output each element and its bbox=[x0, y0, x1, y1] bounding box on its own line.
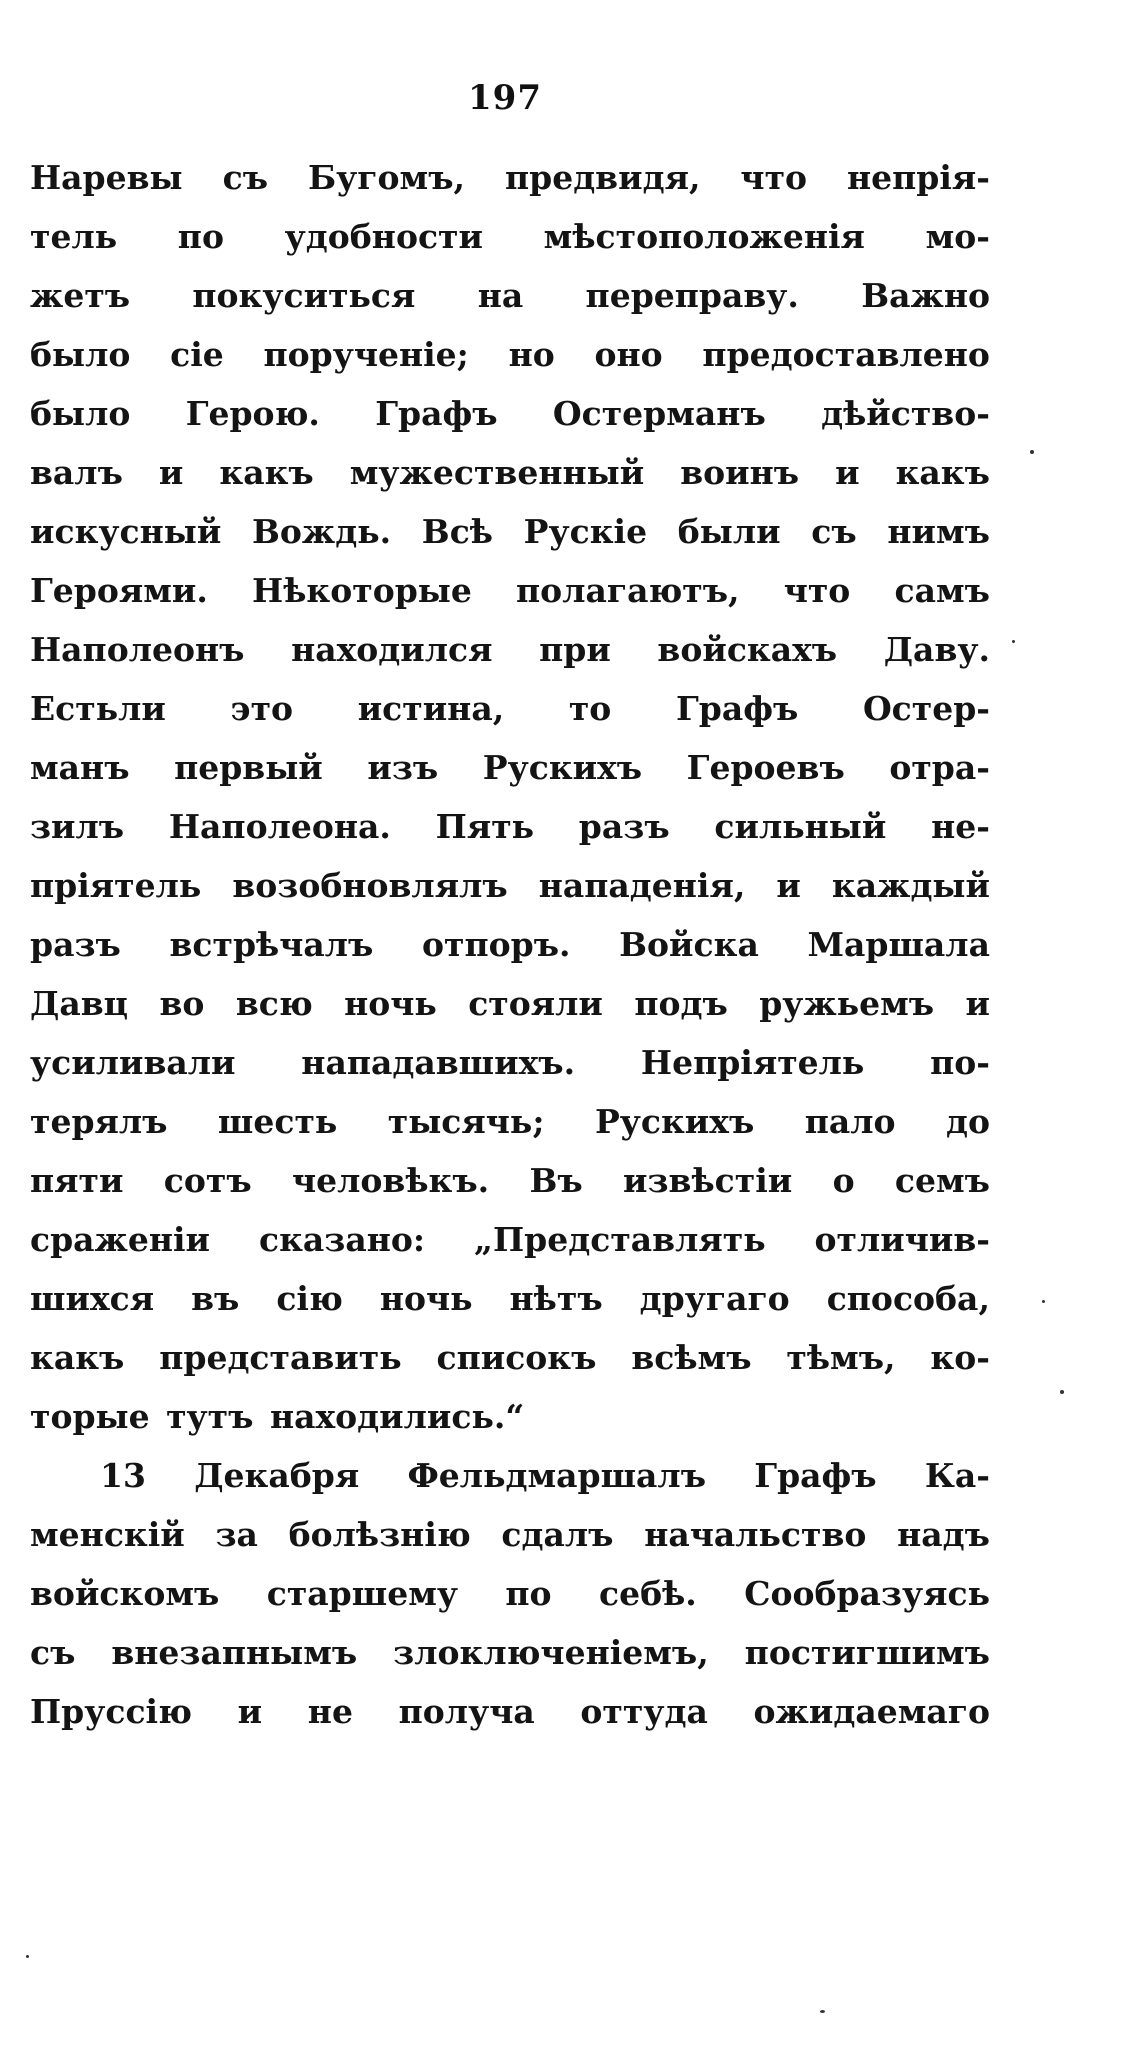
word: всю bbox=[235, 984, 313, 1023]
text-line bbox=[30, 797, 990, 856]
word: стояли bbox=[468, 984, 603, 1023]
word: сію bbox=[276, 1279, 343, 1318]
word: нѣтъ bbox=[509, 1279, 603, 1318]
word: сіе bbox=[170, 335, 224, 374]
word: Вождь. bbox=[252, 512, 392, 551]
word: это bbox=[230, 689, 294, 728]
word: себѣ. bbox=[598, 1574, 697, 1613]
word: Рускихъ bbox=[482, 748, 643, 787]
text-line bbox=[30, 1210, 990, 1269]
word: нападавшихъ. bbox=[301, 1043, 576, 1082]
text-line bbox=[30, 443, 990, 502]
word: тысячь; bbox=[387, 1102, 545, 1141]
word: усиливали bbox=[30, 1043, 236, 1082]
word: находился bbox=[291, 630, 493, 669]
word: предвидя, bbox=[504, 158, 701, 197]
word: сказано: bbox=[258, 1220, 426, 1259]
word: Пруссію bbox=[30, 1692, 192, 1731]
word: Наревы bbox=[30, 158, 183, 197]
word: разъ bbox=[578, 807, 670, 846]
word: нападенія, bbox=[538, 866, 746, 905]
word: оно bbox=[594, 335, 663, 374]
word: всѣмъ bbox=[631, 1338, 752, 1377]
word: предоставлено bbox=[702, 335, 990, 374]
word: мужественный bbox=[349, 453, 645, 492]
scan-speck bbox=[1060, 1390, 1064, 1394]
word: „Представлять bbox=[474, 1220, 766, 1259]
word: и bbox=[237, 1692, 263, 1731]
word: съ bbox=[30, 1633, 76, 1672]
word: тутъ bbox=[166, 1397, 254, 1436]
word: Пять bbox=[435, 807, 535, 846]
word: во bbox=[159, 984, 205, 1023]
word: Непріятель bbox=[640, 1043, 865, 1082]
word: пріятель bbox=[30, 866, 202, 905]
word: первый bbox=[174, 748, 323, 787]
word: шесть bbox=[217, 1102, 338, 1141]
word: сотъ bbox=[163, 1161, 252, 1200]
word: торые bbox=[30, 1397, 150, 1436]
text-line bbox=[30, 915, 990, 974]
word: отличив- bbox=[814, 1220, 990, 1259]
word: манъ bbox=[30, 748, 130, 787]
word: не- bbox=[931, 807, 990, 846]
text-line bbox=[30, 974, 990, 1033]
word: и bbox=[835, 453, 860, 492]
page-number: 197 bbox=[468, 78, 542, 118]
word: не bbox=[307, 1692, 353, 1731]
word: Сообразуясь bbox=[744, 1574, 990, 1613]
word: какъ bbox=[30, 1338, 125, 1377]
word: покуситься bbox=[192, 276, 416, 315]
word: мѣстоположенія bbox=[543, 217, 865, 256]
word: по bbox=[177, 217, 224, 256]
word: были bbox=[677, 512, 781, 551]
word: подъ bbox=[634, 984, 728, 1023]
word: болѣзнію bbox=[288, 1515, 471, 1554]
scan-speck bbox=[820, 2010, 825, 2013]
word: мо- bbox=[925, 217, 990, 256]
word: Графъ bbox=[754, 1456, 877, 1495]
word: Наполеона. bbox=[168, 807, 391, 846]
word: на bbox=[477, 276, 524, 315]
word: встрѣчалъ bbox=[169, 925, 374, 964]
word: дѣйство- bbox=[821, 394, 990, 433]
word: Остерманъ bbox=[552, 394, 766, 433]
scan-speck bbox=[26, 1955, 29, 1958]
word: Героевъ bbox=[686, 748, 845, 787]
word: тель bbox=[30, 217, 118, 256]
word: терялъ bbox=[30, 1102, 168, 1141]
word: представить bbox=[159, 1338, 402, 1377]
word: старшему bbox=[266, 1574, 458, 1613]
word: зилъ bbox=[30, 807, 125, 846]
word: Декабря bbox=[194, 1456, 360, 1495]
word: внезапнымъ bbox=[111, 1633, 358, 1672]
word: злоключеніемъ, bbox=[393, 1633, 709, 1672]
text-line bbox=[30, 1446, 990, 1505]
text-line bbox=[30, 856, 990, 915]
word: постигшимъ bbox=[744, 1633, 990, 1672]
text-line bbox=[30, 1151, 990, 1210]
text-line bbox=[30, 561, 990, 620]
text-line bbox=[30, 1623, 990, 1682]
word: оттуда bbox=[580, 1692, 708, 1731]
word: Войска bbox=[619, 925, 759, 964]
text-line bbox=[30, 1269, 990, 1328]
word: находились.“ bbox=[269, 1397, 525, 1436]
word: ко- bbox=[930, 1338, 990, 1377]
word: Рускіе bbox=[523, 512, 648, 551]
word: но bbox=[508, 335, 555, 374]
word: изъ bbox=[367, 748, 439, 787]
word: возобновлялъ bbox=[232, 866, 508, 905]
scan-speck bbox=[1042, 1300, 1045, 1303]
word: Графъ bbox=[675, 689, 799, 728]
word: за bbox=[215, 1515, 258, 1554]
word: какъ bbox=[895, 453, 990, 492]
text-line bbox=[30, 1033, 990, 1092]
word: Героями. bbox=[30, 571, 208, 610]
text-line bbox=[30, 620, 990, 679]
word: порученіе; bbox=[263, 335, 469, 374]
word: сильный bbox=[714, 807, 887, 846]
word: до bbox=[945, 1102, 990, 1141]
word: другаго bbox=[639, 1279, 790, 1318]
word: сдалъ bbox=[501, 1515, 614, 1554]
word: нимъ bbox=[887, 512, 990, 551]
word: въ bbox=[191, 1279, 240, 1318]
word: войскахъ bbox=[657, 630, 838, 669]
word: самъ bbox=[894, 571, 990, 610]
text-line bbox=[30, 1387, 990, 1446]
word: воинъ bbox=[680, 453, 800, 492]
word: было bbox=[30, 335, 131, 374]
word: то bbox=[568, 689, 612, 728]
text-line bbox=[30, 1505, 990, 1564]
word: начальство bbox=[644, 1515, 867, 1554]
word: Рускихъ bbox=[594, 1102, 755, 1141]
word: по bbox=[505, 1574, 552, 1613]
text-line bbox=[30, 384, 990, 443]
word: тѣмъ, bbox=[786, 1338, 896, 1377]
word: было bbox=[30, 394, 131, 433]
word: отра- bbox=[889, 748, 990, 787]
word: пяти bbox=[30, 1161, 124, 1200]
text-line bbox=[30, 266, 990, 325]
text-line bbox=[30, 679, 990, 738]
word: удобности bbox=[284, 217, 483, 256]
word: искусный bbox=[30, 512, 222, 551]
word: ночь bbox=[344, 984, 437, 1023]
text-line bbox=[30, 207, 990, 266]
word: Нѣкоторые bbox=[252, 571, 472, 610]
word: семъ bbox=[894, 1161, 990, 1200]
word: полагаютъ, bbox=[516, 571, 740, 610]
word: шихся bbox=[30, 1279, 155, 1318]
word: и bbox=[776, 866, 801, 905]
word: Маршала bbox=[807, 925, 990, 964]
text-line bbox=[30, 1328, 990, 1387]
word: Важно bbox=[861, 276, 990, 315]
word: получа bbox=[398, 1692, 535, 1731]
word: Давц bbox=[30, 984, 129, 1023]
text-line bbox=[30, 738, 990, 797]
word: что bbox=[783, 571, 851, 610]
word: по- bbox=[930, 1043, 990, 1082]
word: Графъ bbox=[375, 394, 498, 433]
word: каждый bbox=[831, 866, 990, 905]
word: Герою. bbox=[185, 394, 320, 433]
word: переправу. bbox=[585, 276, 799, 315]
word: ружьемъ bbox=[759, 984, 935, 1023]
scan-speck bbox=[1012, 640, 1015, 643]
word: и bbox=[158, 453, 184, 492]
word: Въ bbox=[529, 1161, 583, 1200]
word: какъ bbox=[219, 453, 314, 492]
word: списокъ bbox=[436, 1338, 597, 1377]
word: надъ bbox=[897, 1515, 990, 1554]
word: жетъ bbox=[30, 276, 131, 315]
text-line bbox=[30, 325, 990, 384]
word: Ка- bbox=[924, 1456, 990, 1495]
word: способа, bbox=[826, 1279, 990, 1318]
word: при bbox=[539, 630, 611, 669]
word: 13 bbox=[100, 1456, 146, 1495]
word: менскій bbox=[30, 1515, 185, 1554]
word: истина, bbox=[357, 689, 505, 728]
word: съ bbox=[222, 158, 269, 197]
word: Естьли bbox=[30, 689, 166, 728]
word: Фельдмаршалъ bbox=[407, 1456, 707, 1495]
word: Даву. bbox=[883, 630, 990, 669]
word: Остер- bbox=[862, 689, 990, 728]
word: Наполеонъ bbox=[30, 630, 245, 669]
word: извѣстіи bbox=[623, 1161, 793, 1200]
text-line bbox=[30, 1564, 990, 1623]
word: что bbox=[740, 158, 808, 197]
word: сраженіи bbox=[30, 1220, 211, 1259]
word: человѣкъ. bbox=[291, 1161, 490, 1200]
word: валъ bbox=[30, 453, 123, 492]
word: Бугомъ, bbox=[307, 158, 466, 197]
text-line bbox=[30, 1682, 990, 1741]
word: Всѣ bbox=[421, 512, 493, 551]
word: и bbox=[965, 984, 990, 1023]
word: съ bbox=[811, 512, 857, 551]
text-line bbox=[30, 502, 990, 561]
word: отпоръ. bbox=[422, 925, 571, 964]
word: о bbox=[832, 1161, 855, 1200]
text-line bbox=[30, 148, 990, 207]
word: разъ bbox=[30, 925, 121, 964]
word: ночь bbox=[379, 1279, 473, 1318]
text-line bbox=[30, 1092, 990, 1151]
word: непрія- bbox=[847, 158, 990, 197]
word: войскомъ bbox=[30, 1574, 220, 1613]
word: пало bbox=[804, 1102, 896, 1141]
body-text bbox=[30, 148, 990, 1741]
word: ожидаемаго bbox=[753, 1692, 990, 1731]
scan-speck bbox=[1030, 450, 1034, 454]
